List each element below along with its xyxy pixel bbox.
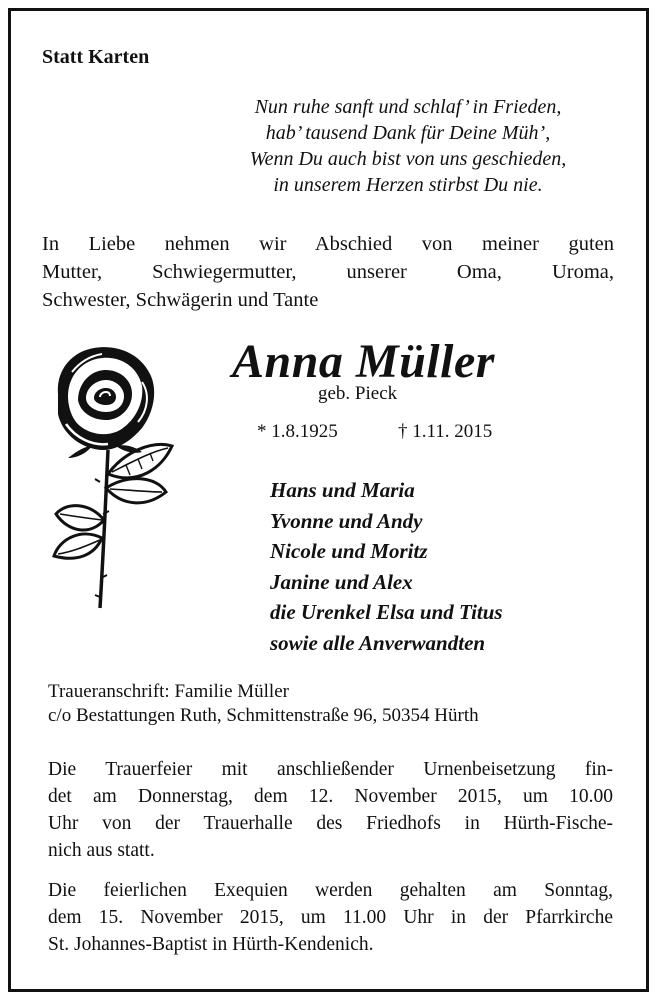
- poem-line: hab’ tausend Dank für Deine Müh’,: [265, 122, 551, 144]
- poem-line: in unserem Herzen stirbst Du nie.: [273, 174, 543, 196]
- header-title: Statt Karten: [42, 46, 150, 68]
- intro-line: Schwester, Schwägerin und Tante: [42, 289, 319, 311]
- birth-date: * 1.8.1925: [257, 421, 338, 442]
- family-member: die Urenkel Elsa und Titus: [270, 600, 503, 624]
- address-line: c/o Bestattungen Ruth, Schmittenstraße 96, 50354 Hürth: [48, 705, 479, 726]
- mass-line: dem 15. November 2015, um 11.00 Uhr in der Pfarrkirche: [48, 907, 613, 928]
- mass-text: [48, 877, 613, 958]
- rose-icon: [46, 342, 178, 610]
- mourning-address: [48, 680, 479, 728]
- family-member: Nicole und Moritz: [270, 539, 428, 563]
- maiden-name: geb. Pieck: [318, 383, 398, 404]
- death-date: † 1.11. 2015: [398, 421, 493, 442]
- intro-line: In Liebe nehmen wir Abschied von meiner guten: [42, 233, 614, 255]
- ceremony-text: [48, 756, 613, 864]
- ceremony-line: Uhr von der Trauerhalle des Friedhofs in Hürth-Fische-: [48, 813, 613, 834]
- intro-text: [42, 230, 614, 314]
- mass-line: Die feierlichen Exequien werden gehalten am Sonntag,: [48, 880, 613, 901]
- poem: [176, 94, 640, 198]
- poem-line: Nun ruhe sanft und schlaf’ in Frieden,: [254, 96, 562, 118]
- family-member: Yvonne und Andy: [270, 508, 423, 533]
- family-member: Janine und Alex: [270, 569, 413, 594]
- family-member: sowie alle Anverwandten: [270, 630, 486, 655]
- ceremony-line: Die Trauerfeier mit anschließender Urnenbeisetzung fin-: [48, 759, 613, 780]
- ceremony-line: nich aus statt.: [48, 840, 155, 861]
- family-member: Hans und Maria: [270, 478, 415, 502]
- address-line: Traueranschrift: Familie Müller: [48, 681, 289, 702]
- intro-line: Mutter, Schwiegermutter, unserer Oma, Uroma,: [42, 261, 614, 283]
- poem-line: Wenn Du auch bist von uns geschieden,: [249, 148, 567, 170]
- mass-line: St. Johannes-Baptist in Hürth-Kendenich.: [48, 934, 374, 955]
- family-list: [270, 475, 503, 658]
- ceremony-line: det am Donnerstag, dem 12. November 2015, um 10.00: [48, 786, 613, 807]
- deceased-name: Anna Müller: [232, 335, 495, 388]
